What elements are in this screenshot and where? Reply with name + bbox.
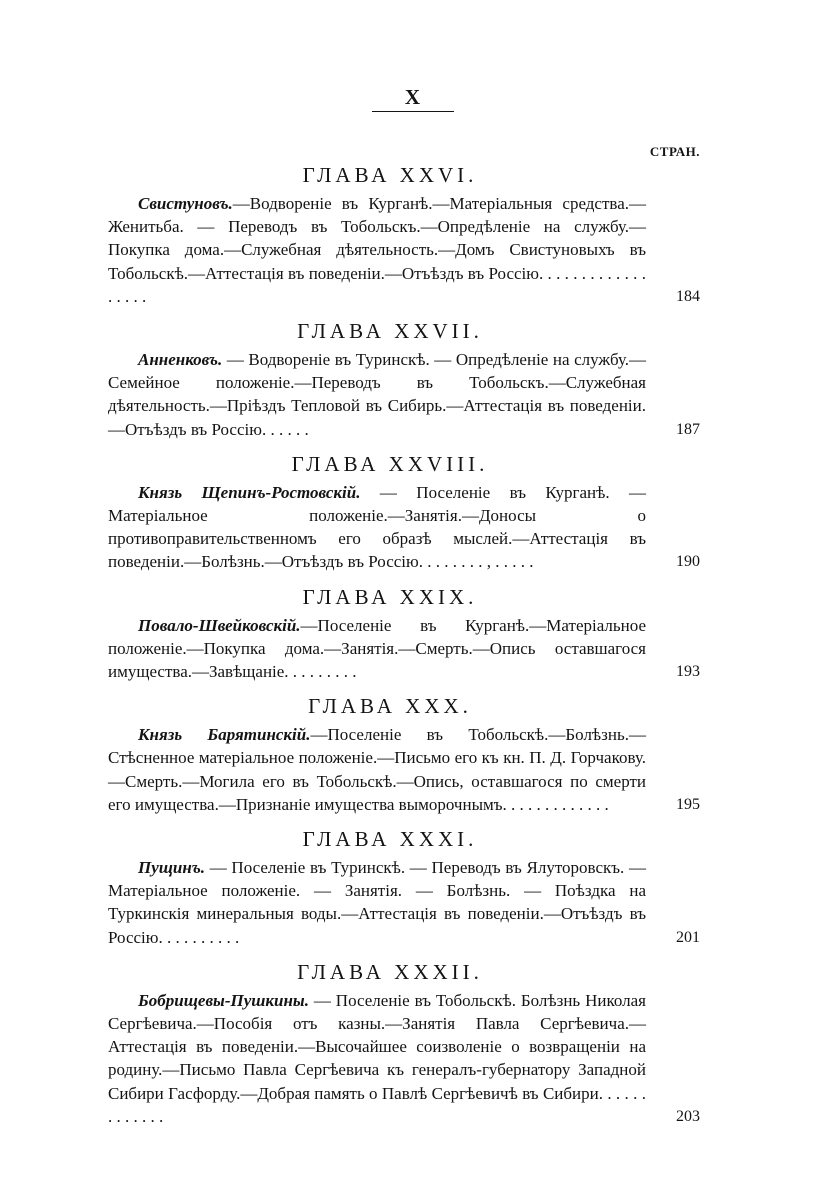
- chapter-page-number: 203: [676, 1107, 700, 1125]
- chapter-summary-text: —Поселеніе въ Тобольскѣ.—Болѣзнь.—Стѣсненное матеріальное положеніе.—Письмо его къ кн. П. Д. Горчакову.—Смерть.—Могила его въ Тобольскѣ.—Опись, оставшагося по смерти его имущества.—Признаніе имущества выморочнымъ. . . . . . . . . . . . .: [108, 725, 646, 814]
- chapter-entry: [108, 316, 700, 441]
- chapter-title: ГЛАВА XXVII.: [297, 319, 483, 344]
- page-number: X: [404, 85, 422, 109]
- chapter-summary-text: — Поселеніе въ Туринскѣ. — Переводъ въ Ялуторовскъ. — Матеріальное положеніе. — Занятія. — Болѣзнь. — Поѣздка на Туркинскія минеральныя воды.—Аттестація въ поведеніи.—Отъѣздъ въ Россію. . . . . . . . . .: [108, 858, 646, 947]
- chapter-summary: [108, 856, 700, 949]
- chapter-entry: [108, 691, 700, 816]
- chapter-person: Пущинъ.: [138, 858, 206, 878]
- chapter-page-number: 187: [676, 420, 700, 438]
- chapter-person: Повало-Швейковскій.: [138, 615, 301, 635]
- chapter-person: Свистуновъ.: [138, 194, 233, 213]
- chapter-summary: [108, 723, 700, 816]
- chapter-title: ГЛАВА XXIX.: [302, 584, 478, 609]
- chapter-page-number: 201: [676, 928, 700, 946]
- chapter-page-number: 195: [676, 795, 700, 813]
- chapter-title: ГЛАВА XXVI.: [302, 163, 478, 187]
- chapter-entry: [108, 582, 700, 684]
- chapter-summary-text: —Поселеніе въ Курганѣ.—Матеріальное положеніе.—Покупка дома.—Занятія.—Смерть.—Опись оставшагося имущества.—Завѣщаніе. . . . . . . . .: [108, 615, 646, 682]
- chapter-title: ГЛАВА XXVIII.: [291, 451, 489, 476]
- chapter-page-number: 184: [676, 287, 700, 305]
- column-header-page: СТРАН.: [649, 144, 700, 159]
- chapter-summary: [108, 481, 700, 574]
- chapter-title: ГЛАВА XXXII.: [297, 959, 483, 984]
- chapter-person: Князь Щепинъ-Ростовскій.: [138, 482, 361, 502]
- page-number-rule: [372, 111, 454, 112]
- chapter-person: Князь Барятинскій.: [138, 725, 311, 745]
- chapter-person: Бобрищевы-Пушкины.: [138, 990, 309, 1010]
- chapter-person: Анненковъ.: [138, 350, 223, 370]
- chapter-entry: [108, 824, 700, 949]
- chapter-title: ГЛАВА XXXI.: [302, 827, 478, 852]
- chapter-summary: [108, 989, 700, 1128]
- chapter-summary: [108, 348, 700, 441]
- chapter-entry: [108, 449, 700, 574]
- chapter-page-number: 190: [676, 553, 700, 571]
- chapter-entry: [108, 957, 700, 1128]
- chapter-entry: [108, 160, 700, 308]
- chapter-summary: [108, 614, 700, 684]
- chapter-page-number: 193: [676, 663, 700, 681]
- chapter-title: ГЛАВА XXX.: [308, 694, 472, 719]
- chapter-summary-text: — Поселеніе въ Тобольскѣ. Болѣзнь Николая Сергѣевича.—Пособія отъ казны.—Занятія Павла Сергѣевича.—Аттестація въ поведеніи.—Высочайшее соизволеніе о возвращеніи на родину.—Письмо Павла Сергѣевича къ генералъ-губернатору Западной Сибири Гасфорду.—Добрая память о Павлѣ Сергѣевичѣ въ Сибири. . . . . . . . . . . . .: [108, 990, 646, 1126]
- table-of-contents: [108, 160, 700, 1136]
- chapter-summary-text: — Поселеніе въ Курганѣ. — Матеріальное положеніе.—Занятія.—Доносы о противоправительственномъ его образѣ мыслей.—Аттестація въ поведеніи.—Болѣзнь.—Отъѣздъ въ Россію. . . . . . . . , . . . . .: [108, 482, 646, 572]
- chapter-summary-text: — Водвореніе въ Туринскѣ. — Опредѣленіе на службу.—Семейное положеніе.—Переводъ въ Тобольскъ.—Служебная дѣятельность.—Пріѣздъ Тепловой въ Сибирь.—Аттестація въ поведеніи.—Отъѣздъ въ Россію. . . . . .: [108, 350, 646, 439]
- chapter-summary-text: —Водвореніе въ Курганѣ.—Матеріальныя средства.—Женитьба. — Переводъ въ Тобольскъ.—Опредѣленіе на службу.—Покупка дома.—Служебная дѣятельность.—Домъ Свистуновыхъ въ Тобольскѣ.—Аттестація въ поведеніи.—Отъѣздъ въ Россію. . . . . . . . . . . . . . . . . .: [108, 194, 646, 306]
- chapter-summary: [108, 192, 700, 308]
